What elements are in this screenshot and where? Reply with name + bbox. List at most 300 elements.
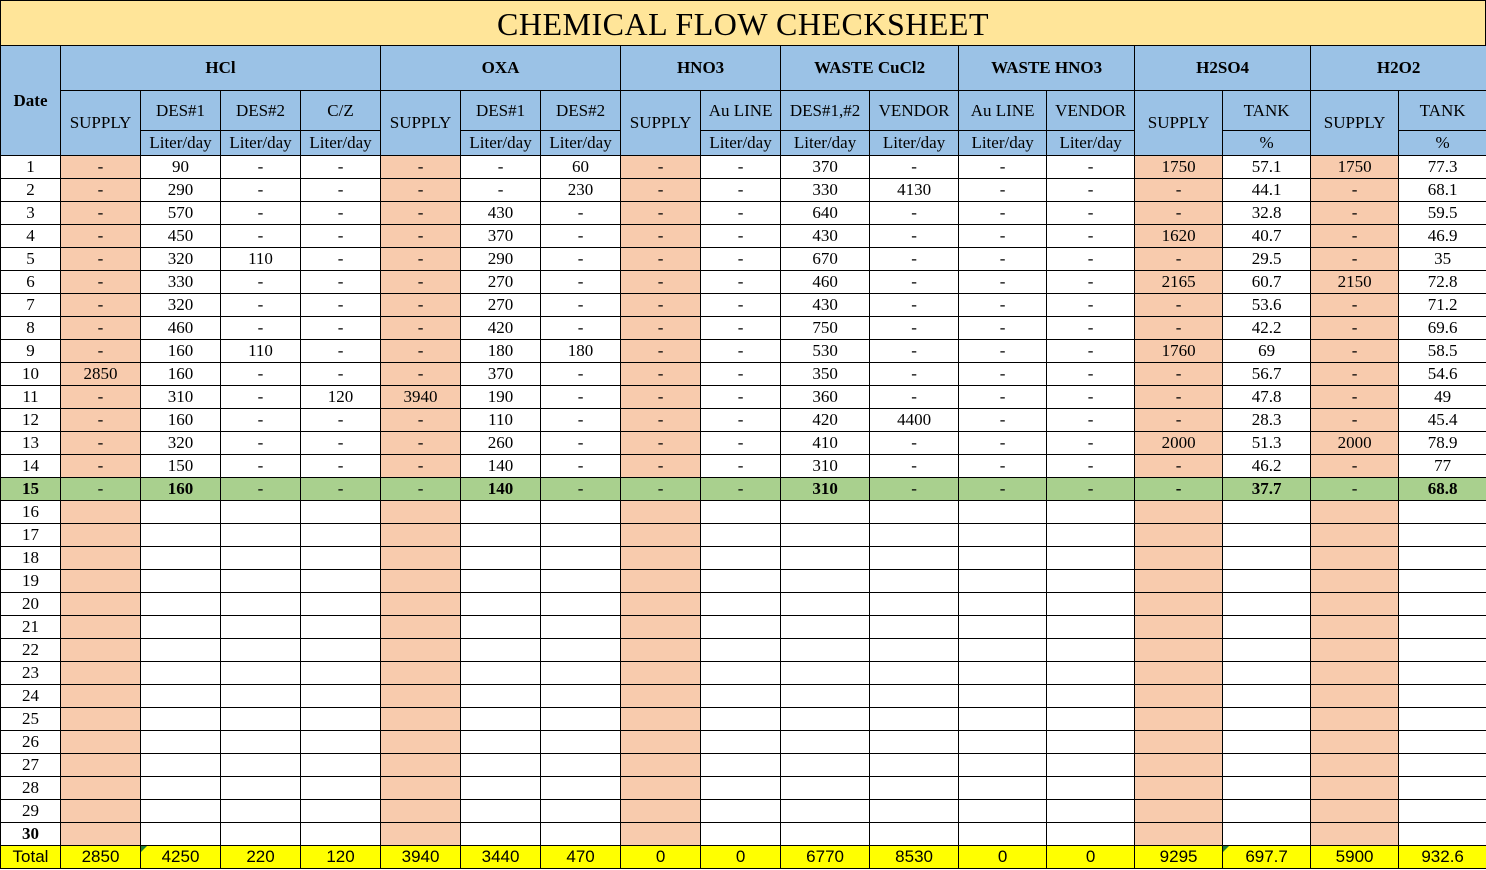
- data-cell[interactable]: -: [61, 202, 141, 225]
- data-cell[interactable]: -: [621, 248, 701, 271]
- data-cell[interactable]: [1047, 639, 1135, 662]
- data-cell[interactable]: [1047, 547, 1135, 570]
- data-cell[interactable]: 56.7: [1223, 363, 1311, 386]
- data-cell[interactable]: -: [701, 340, 781, 363]
- data-cell[interactable]: 370: [461, 225, 541, 248]
- data-cell[interactable]: -: [959, 455, 1047, 478]
- data-cell[interactable]: -: [870, 248, 959, 271]
- data-cell[interactable]: 160: [141, 340, 221, 363]
- data-cell[interactable]: -: [221, 179, 301, 202]
- data-cell[interactable]: [1047, 570, 1135, 593]
- data-cell[interactable]: [221, 501, 301, 524]
- data-cell[interactable]: -: [870, 340, 959, 363]
- data-cell[interactable]: [1311, 685, 1399, 708]
- data-cell[interactable]: [870, 639, 959, 662]
- data-cell[interactable]: -: [541, 432, 621, 455]
- date-cell[interactable]: 29: [1, 800, 61, 823]
- data-cell[interactable]: [541, 708, 621, 731]
- date-cell[interactable]: 12: [1, 409, 61, 432]
- data-cell[interactable]: [541, 800, 621, 823]
- total-cell[interactable]: 3940: [381, 846, 461, 869]
- data-cell[interactable]: [621, 501, 701, 524]
- data-cell[interactable]: [1311, 524, 1399, 547]
- data-cell[interactable]: -: [870, 271, 959, 294]
- data-cell[interactable]: -: [221, 409, 301, 432]
- data-cell[interactable]: -: [1135, 317, 1223, 340]
- data-cell[interactable]: 51.3: [1223, 432, 1311, 455]
- data-cell[interactable]: -: [61, 156, 141, 179]
- data-cell[interactable]: [959, 662, 1047, 685]
- data-cell[interactable]: [381, 754, 461, 777]
- data-cell[interactable]: 71.2: [1399, 294, 1486, 317]
- data-cell[interactable]: [1223, 524, 1311, 547]
- data-cell[interactable]: [61, 823, 141, 846]
- data-cell[interactable]: -: [301, 432, 381, 455]
- data-cell[interactable]: [870, 754, 959, 777]
- data-cell[interactable]: -: [61, 386, 141, 409]
- data-cell[interactable]: [1223, 777, 1311, 800]
- data-cell[interactable]: [381, 616, 461, 639]
- data-cell[interactable]: 310: [781, 455, 870, 478]
- data-cell[interactable]: 670: [781, 248, 870, 271]
- col-header-hcl-des2[interactable]: DES#2: [221, 91, 301, 131]
- date-cell[interactable]: 16: [1, 501, 61, 524]
- data-cell[interactable]: [1399, 685, 1486, 708]
- date-cell[interactable]: 4: [1, 225, 61, 248]
- data-cell[interactable]: 54.6: [1399, 363, 1486, 386]
- data-cell[interactable]: [61, 547, 141, 570]
- data-cell[interactable]: 1620: [1135, 225, 1223, 248]
- date-cell[interactable]: 3: [1, 202, 61, 225]
- unit-label[interactable]: Liter/day: [301, 131, 381, 156]
- data-cell[interactable]: -: [870, 455, 959, 478]
- data-cell[interactable]: -: [221, 455, 301, 478]
- data-cell[interactable]: [301, 616, 381, 639]
- data-cell[interactable]: [141, 800, 221, 823]
- data-cell[interactable]: [1135, 639, 1223, 662]
- data-cell[interactable]: 40.7: [1223, 225, 1311, 248]
- data-cell[interactable]: [621, 685, 701, 708]
- unit-label[interactable]: %: [1399, 131, 1486, 156]
- data-cell[interactable]: -: [1311, 455, 1399, 478]
- data-cell[interactable]: -: [301, 317, 381, 340]
- data-cell[interactable]: 2165: [1135, 271, 1223, 294]
- col-header-h2o2-tank[interactable]: TANK: [1399, 91, 1486, 131]
- data-cell[interactable]: 1760: [1135, 340, 1223, 363]
- total-cell[interactable]: 0: [1047, 846, 1135, 869]
- total-cell[interactable]: 0: [621, 846, 701, 869]
- data-cell[interactable]: [301, 777, 381, 800]
- data-cell[interactable]: [301, 547, 381, 570]
- data-cell[interactable]: [959, 731, 1047, 754]
- data-cell[interactable]: -: [381, 156, 461, 179]
- data-cell[interactable]: [381, 501, 461, 524]
- data-cell[interactable]: -: [701, 409, 781, 432]
- data-cell[interactable]: -: [1311, 478, 1399, 501]
- data-cell[interactable]: -: [541, 225, 621, 248]
- data-cell[interactable]: -: [621, 179, 701, 202]
- data-cell[interactable]: -: [870, 294, 959, 317]
- data-cell[interactable]: [701, 800, 781, 823]
- data-cell[interactable]: -: [701, 432, 781, 455]
- data-cell[interactable]: [781, 593, 870, 616]
- data-cell[interactable]: [621, 593, 701, 616]
- data-cell[interactable]: [959, 570, 1047, 593]
- data-cell[interactable]: [541, 823, 621, 846]
- data-cell[interactable]: [701, 708, 781, 731]
- data-cell[interactable]: [701, 501, 781, 524]
- data-cell[interactable]: [1047, 777, 1135, 800]
- data-cell[interactable]: [870, 731, 959, 754]
- data-cell[interactable]: [1135, 823, 1223, 846]
- data-cell[interactable]: [621, 570, 701, 593]
- data-cell[interactable]: -: [701, 478, 781, 501]
- data-cell[interactable]: [959, 754, 1047, 777]
- data-cell[interactable]: [141, 731, 221, 754]
- col-header-oxa-supply[interactable]: SUPPLY: [381, 91, 461, 156]
- data-cell[interactable]: -: [870, 225, 959, 248]
- data-cell[interactable]: 350: [781, 363, 870, 386]
- data-cell[interactable]: [1399, 708, 1486, 731]
- data-cell[interactable]: [461, 524, 541, 547]
- col-header-h2o2-supply[interactable]: SUPPLY: [1311, 91, 1399, 156]
- data-cell[interactable]: -: [381, 455, 461, 478]
- data-cell[interactable]: [301, 685, 381, 708]
- data-cell[interactable]: [461, 731, 541, 754]
- data-cell[interactable]: 78.9: [1399, 432, 1486, 455]
- data-cell[interactable]: -: [541, 271, 621, 294]
- data-cell[interactable]: [541, 501, 621, 524]
- data-cell[interactable]: 2000: [1135, 432, 1223, 455]
- data-cell[interactable]: [1135, 708, 1223, 731]
- col-header-hcl-cz[interactable]: C/Z: [301, 91, 381, 131]
- data-cell[interactable]: -: [1047, 432, 1135, 455]
- data-cell[interactable]: 45.4: [1399, 409, 1486, 432]
- data-cell[interactable]: [301, 823, 381, 846]
- data-cell[interactable]: -: [541, 248, 621, 271]
- data-cell[interactable]: [1135, 777, 1223, 800]
- data-cell[interactable]: [870, 823, 959, 846]
- data-cell[interactable]: 35: [1399, 248, 1486, 271]
- data-cell[interactable]: [870, 524, 959, 547]
- data-cell[interactable]: 47.8: [1223, 386, 1311, 409]
- unit-label[interactable]: Liter/day: [959, 131, 1047, 156]
- data-cell[interactable]: [381, 662, 461, 685]
- data-cell[interactable]: [221, 639, 301, 662]
- total-cell[interactable]: 4250: [141, 846, 221, 869]
- date-cell[interactable]: 10: [1, 363, 61, 386]
- data-cell[interactable]: [1223, 616, 1311, 639]
- data-cell[interactable]: -: [1047, 363, 1135, 386]
- data-cell[interactable]: [141, 662, 221, 685]
- data-cell[interactable]: 110: [221, 248, 301, 271]
- data-cell[interactable]: [701, 777, 781, 800]
- data-cell[interactable]: -: [221, 386, 301, 409]
- data-cell[interactable]: [461, 708, 541, 731]
- data-cell[interactable]: -: [221, 317, 301, 340]
- data-cell[interactable]: -: [1311, 340, 1399, 363]
- data-cell[interactable]: [781, 547, 870, 570]
- data-cell[interactable]: 110: [221, 340, 301, 363]
- data-cell[interactable]: -: [1311, 248, 1399, 271]
- data-cell[interactable]: [461, 754, 541, 777]
- data-cell[interactable]: [461, 593, 541, 616]
- data-cell[interactable]: [141, 777, 221, 800]
- date-cell[interactable]: 23: [1, 662, 61, 685]
- data-cell[interactable]: -: [870, 478, 959, 501]
- data-cell[interactable]: [61, 800, 141, 823]
- total-cell[interactable]: 2850: [61, 846, 141, 869]
- data-cell[interactable]: -: [541, 455, 621, 478]
- data-cell[interactable]: -: [381, 202, 461, 225]
- data-cell[interactable]: 53.6: [1223, 294, 1311, 317]
- data-cell[interactable]: -: [61, 340, 141, 363]
- data-cell[interactable]: -: [1311, 409, 1399, 432]
- data-cell[interactable]: [1047, 731, 1135, 754]
- date-cell[interactable]: 15: [1, 478, 61, 501]
- data-cell[interactable]: [870, 501, 959, 524]
- data-cell[interactable]: 69.6: [1399, 317, 1486, 340]
- data-cell[interactable]: -: [301, 225, 381, 248]
- data-cell[interactable]: -: [621, 478, 701, 501]
- data-cell[interactable]: -: [221, 478, 301, 501]
- data-cell[interactable]: -: [61, 455, 141, 478]
- data-cell[interactable]: [61, 708, 141, 731]
- data-cell[interactable]: 69: [1223, 340, 1311, 363]
- data-cell[interactable]: [381, 708, 461, 731]
- data-cell[interactable]: -: [301, 156, 381, 179]
- data-cell[interactable]: [221, 708, 301, 731]
- col-header-oxa-des1[interactable]: DES#1: [461, 91, 541, 131]
- data-cell[interactable]: -: [541, 363, 621, 386]
- total-cell[interactable]: 470: [541, 846, 621, 869]
- data-cell[interactable]: [221, 823, 301, 846]
- data-cell[interactable]: -: [959, 386, 1047, 409]
- data-cell[interactable]: [61, 593, 141, 616]
- data-cell[interactable]: -: [381, 248, 461, 271]
- data-cell[interactable]: [141, 708, 221, 731]
- data-cell[interactable]: [141, 823, 221, 846]
- data-cell[interactable]: -: [381, 340, 461, 363]
- date-cell[interactable]: 7: [1, 294, 61, 317]
- data-cell[interactable]: [381, 731, 461, 754]
- data-cell[interactable]: [621, 639, 701, 662]
- data-cell[interactable]: [381, 547, 461, 570]
- data-cell[interactable]: -: [959, 225, 1047, 248]
- data-cell[interactable]: [541, 593, 621, 616]
- data-cell[interactable]: [701, 754, 781, 777]
- data-cell[interactable]: [1311, 570, 1399, 593]
- group-header-h2o2[interactable]: H2O2: [1311, 46, 1486, 91]
- data-cell[interactable]: [381, 570, 461, 593]
- data-cell[interactable]: -: [1135, 248, 1223, 271]
- data-cell[interactable]: [141, 685, 221, 708]
- data-cell[interactable]: -: [1135, 409, 1223, 432]
- total-cell[interactable]: 220: [221, 846, 301, 869]
- data-cell[interactable]: -: [1311, 225, 1399, 248]
- data-cell[interactable]: -: [621, 455, 701, 478]
- data-cell[interactable]: 570: [141, 202, 221, 225]
- data-cell[interactable]: [621, 524, 701, 547]
- data-cell[interactable]: [1047, 685, 1135, 708]
- data-cell[interactable]: [1399, 662, 1486, 685]
- data-cell[interactable]: [701, 662, 781, 685]
- data-cell[interactable]: [1223, 593, 1311, 616]
- data-cell[interactable]: -: [1135, 363, 1223, 386]
- data-cell[interactable]: [781, 501, 870, 524]
- data-cell[interactable]: [959, 547, 1047, 570]
- date-cell[interactable]: 1: [1, 156, 61, 179]
- col-header-hcl-des1[interactable]: DES#1: [141, 91, 221, 131]
- data-cell[interactable]: -: [701, 202, 781, 225]
- data-cell[interactable]: -: [1135, 478, 1223, 501]
- data-cell[interactable]: -: [221, 363, 301, 386]
- data-cell[interactable]: -: [221, 294, 301, 317]
- data-cell[interactable]: [701, 823, 781, 846]
- data-cell[interactable]: 4130: [870, 179, 959, 202]
- data-cell[interactable]: [870, 685, 959, 708]
- data-cell[interactable]: -: [301, 409, 381, 432]
- data-cell[interactable]: 230: [541, 179, 621, 202]
- unit-label[interactable]: Liter/day: [870, 131, 959, 156]
- data-cell[interactable]: [301, 570, 381, 593]
- data-cell[interactable]: [1223, 708, 1311, 731]
- date-cell[interactable]: 22: [1, 639, 61, 662]
- data-cell[interactable]: -: [541, 386, 621, 409]
- data-cell[interactable]: [1399, 754, 1486, 777]
- data-cell[interactable]: -: [221, 156, 301, 179]
- data-cell[interactable]: [1311, 754, 1399, 777]
- data-cell[interactable]: [1135, 593, 1223, 616]
- data-cell[interactable]: [141, 593, 221, 616]
- data-cell[interactable]: [1223, 754, 1311, 777]
- data-cell[interactable]: [221, 731, 301, 754]
- data-cell[interactable]: 750: [781, 317, 870, 340]
- data-cell[interactable]: [621, 662, 701, 685]
- data-cell[interactable]: [541, 754, 621, 777]
- data-cell[interactable]: -: [701, 156, 781, 179]
- data-cell[interactable]: [141, 547, 221, 570]
- data-cell[interactable]: -: [381, 294, 461, 317]
- total-cell[interactable]: 932.6: [1399, 846, 1486, 869]
- data-cell[interactable]: -: [1311, 386, 1399, 409]
- unit-label[interactable]: Liter/day: [221, 131, 301, 156]
- data-cell[interactable]: [959, 639, 1047, 662]
- data-cell[interactable]: -: [301, 294, 381, 317]
- data-cell[interactable]: 68.1: [1399, 179, 1486, 202]
- data-cell[interactable]: -: [959, 179, 1047, 202]
- col-header-hcl-supply[interactable]: SUPPLY: [61, 91, 141, 156]
- data-cell[interactable]: [461, 800, 541, 823]
- data-cell[interactable]: [1047, 754, 1135, 777]
- data-cell[interactable]: [1311, 593, 1399, 616]
- data-cell[interactable]: -: [1047, 478, 1135, 501]
- group-header-hno3[interactable]: HNO3: [621, 46, 781, 91]
- data-cell[interactable]: -: [701, 455, 781, 478]
- total-label[interactable]: Total: [1, 846, 61, 869]
- data-cell[interactable]: [461, 570, 541, 593]
- data-cell[interactable]: [621, 731, 701, 754]
- data-cell[interactable]: [1135, 616, 1223, 639]
- data-cell[interactable]: [959, 685, 1047, 708]
- data-cell[interactable]: -: [1135, 294, 1223, 317]
- data-cell[interactable]: 360: [781, 386, 870, 409]
- data-cell[interactable]: [1311, 708, 1399, 731]
- unit-label[interactable]: Liter/day: [781, 131, 870, 156]
- date-cell[interactable]: 25: [1, 708, 61, 731]
- date-cell[interactable]: 24: [1, 685, 61, 708]
- data-cell[interactable]: 260: [461, 432, 541, 455]
- data-cell[interactable]: [1135, 524, 1223, 547]
- data-cell[interactable]: [221, 777, 301, 800]
- data-cell[interactable]: -: [1047, 409, 1135, 432]
- data-cell[interactable]: [781, 662, 870, 685]
- data-cell[interactable]: -: [1047, 156, 1135, 179]
- data-cell[interactable]: -: [701, 294, 781, 317]
- data-cell[interactable]: 58.5: [1399, 340, 1486, 363]
- date-cell[interactable]: 28: [1, 777, 61, 800]
- data-cell[interactable]: -: [1135, 386, 1223, 409]
- data-cell[interactable]: 450: [141, 225, 221, 248]
- data-cell[interactable]: [381, 639, 461, 662]
- data-cell[interactable]: -: [301, 248, 381, 271]
- data-cell[interactable]: [61, 662, 141, 685]
- unit-label[interactable]: Liter/day: [141, 131, 221, 156]
- data-cell[interactable]: [870, 616, 959, 639]
- data-cell[interactable]: [221, 754, 301, 777]
- data-cell[interactable]: 2850: [61, 363, 141, 386]
- data-cell[interactable]: -: [541, 294, 621, 317]
- data-cell[interactable]: [461, 823, 541, 846]
- data-cell[interactable]: -: [301, 202, 381, 225]
- data-cell[interactable]: -: [1047, 179, 1135, 202]
- total-cell[interactable]: 697.7: [1223, 846, 1311, 869]
- data-cell[interactable]: [461, 777, 541, 800]
- data-cell[interactable]: [870, 800, 959, 823]
- data-cell[interactable]: 150: [141, 455, 221, 478]
- data-cell[interactable]: -: [61, 317, 141, 340]
- data-cell[interactable]: 160: [141, 409, 221, 432]
- data-cell[interactable]: [1223, 570, 1311, 593]
- data-cell[interactable]: -: [381, 363, 461, 386]
- unit-label[interactable]: Liter/day: [541, 131, 621, 156]
- data-cell[interactable]: -: [959, 202, 1047, 225]
- data-cell[interactable]: 190: [461, 386, 541, 409]
- data-cell[interactable]: [1047, 524, 1135, 547]
- data-cell[interactable]: [221, 685, 301, 708]
- col-header-h2so4-tank[interactable]: TANK: [1223, 91, 1311, 131]
- data-cell[interactable]: [870, 662, 959, 685]
- data-cell[interactable]: 3940: [381, 386, 461, 409]
- data-cell[interactable]: [141, 524, 221, 547]
- data-cell[interactable]: [621, 754, 701, 777]
- data-cell[interactable]: -: [621, 294, 701, 317]
- data-cell[interactable]: [621, 823, 701, 846]
- data-cell[interactable]: [621, 547, 701, 570]
- data-cell[interactable]: [381, 593, 461, 616]
- data-cell[interactable]: 72.8: [1399, 271, 1486, 294]
- data-cell[interactable]: -: [381, 478, 461, 501]
- data-cell[interactable]: -: [61, 179, 141, 202]
- col-header-cucl2-vendor[interactable]: VENDOR: [870, 91, 959, 131]
- data-cell[interactable]: 4400: [870, 409, 959, 432]
- data-cell[interactable]: -: [1135, 202, 1223, 225]
- data-cell[interactable]: [621, 777, 701, 800]
- data-cell[interactable]: [61, 685, 141, 708]
- data-cell[interactable]: -: [1047, 294, 1135, 317]
- data-cell[interactable]: [61, 501, 141, 524]
- data-cell[interactable]: 290: [461, 248, 541, 271]
